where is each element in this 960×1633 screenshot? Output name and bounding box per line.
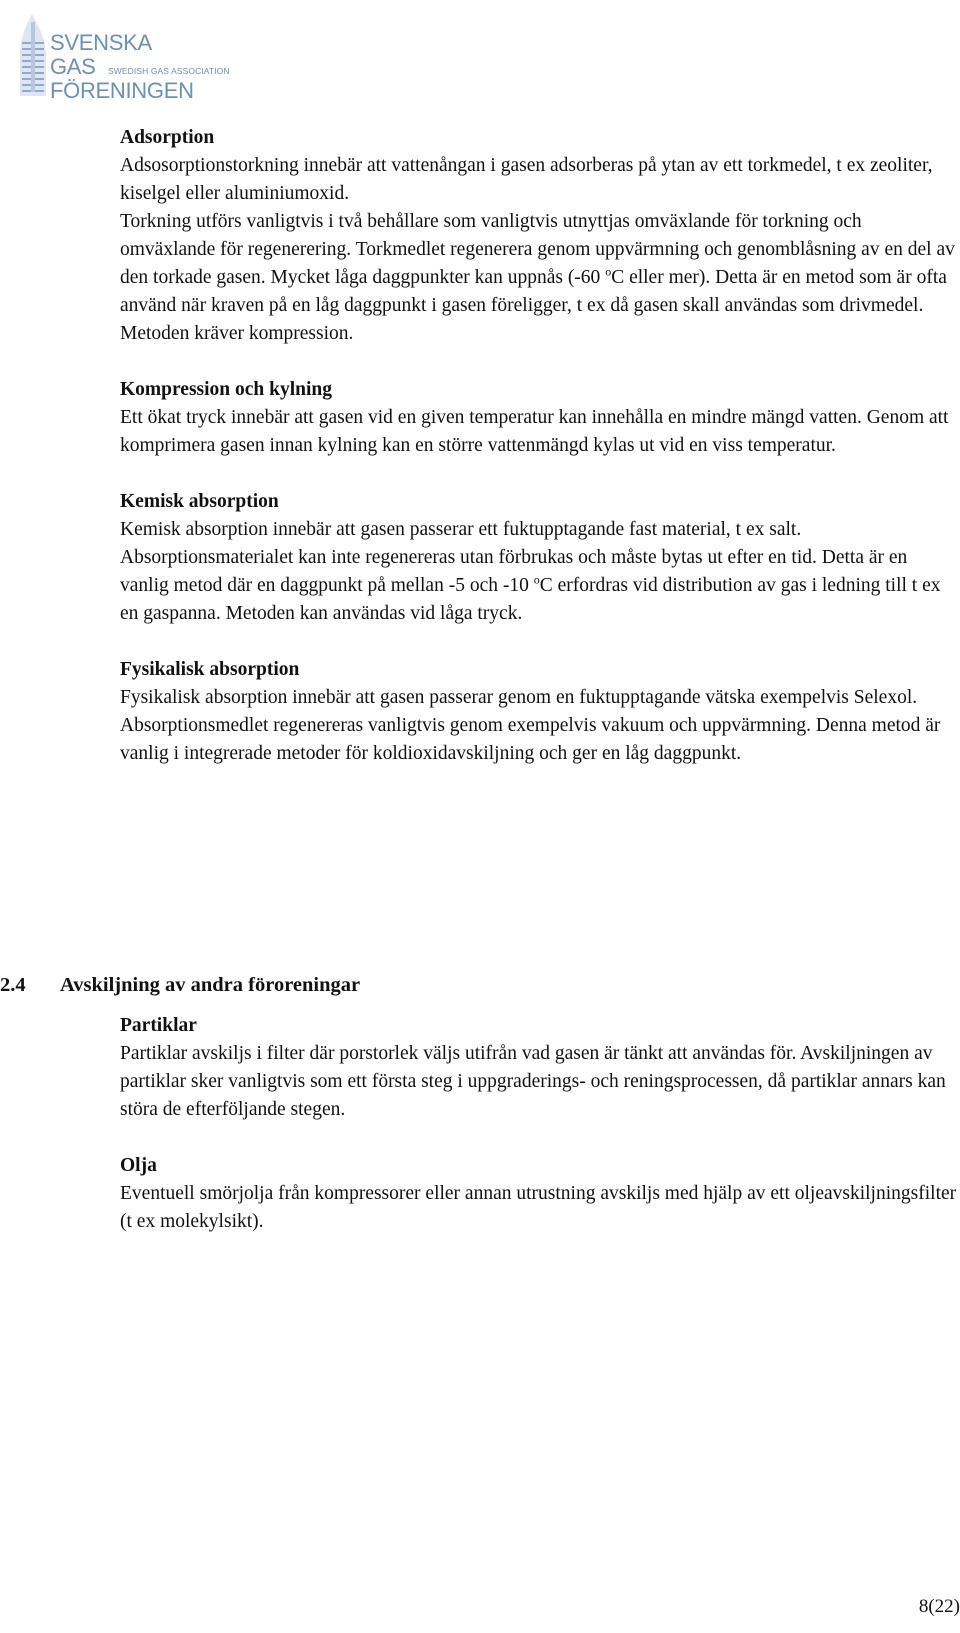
section-body (120, 516, 960, 628)
section-body: Ett ökat tryck innebär att gasen vid en given temperatur kan innehålla en mindre mängd vatten. Genom att komprimera gasen innan kylning kan en större vattenmängd kylas ut vid en viss temperatur. (120, 407, 949, 456)
section-adsorption (120, 124, 960, 348)
logo-line-gas: GAS (50, 54, 96, 79)
body-text-after: C erfordras vid distribution av gas i ledning till t ex en gaspanna. Metoden kan användas vid låga tryck. (120, 575, 941, 624)
chapter-title: Avskiljning av andra föroreningar (60, 974, 361, 996)
logo-subtitle: SWEDISH GAS ASSOCIATION (108, 66, 230, 76)
section-kompression (120, 376, 960, 460)
body-text: Kemisk absorption innebär att gasen passerar ett fuktupptagande fast material, t ex salt. Absorptionsmaterialet kan inte regenereras utan förbrukas och måste bytas ut efter en tid. Detta är en vanlig metod där en daggpunkt på mellan -5 och -10 (120, 519, 908, 596)
main-content (120, 124, 960, 796)
section-heading: Kemisk absorption (120, 491, 279, 512)
gas-flame-building-icon (16, 12, 50, 98)
section-heading: Fysikalisk absorption (120, 659, 300, 680)
section-heading: Olja (120, 1155, 157, 1176)
section-heading: Adsorption (120, 127, 215, 148)
section-body: Fysikalisk absorption innebär att gasen passerar genom en fuktupptagande vätska exempelvis Selexol. Absorptionsmedlet regenereras vanligtvis genom exempelvis vakuum och uppvärmning. Denna metod är vanlig i integrerade metoder för koldioxidavskiljning och ger en låg daggpunkt. (120, 687, 941, 764)
page-number: 8(22) (918, 1596, 960, 1617)
section-body: Eventuell smörjolja från kompressorer eller annan utrustning avskiljs med hjälp av ett oljeavskiljningsfilter (t ex molekylsikt). (120, 1183, 957, 1232)
degree-sup: o (605, 264, 612, 279)
section-kemisk-absorption (120, 488, 960, 628)
logo-line-svenska: SVENSKA (50, 30, 152, 55)
section-body: Partiklar avskiljs i filter där porstorlek väljs utifrån vad gasen är tänkt att användas för. Avskiljningen av partiklar sker vanligtvis som ett första steg i uppgraderings- och reningsprocessen, då partiklar annars kan störa de efterföljande stegen. (120, 1043, 946, 1120)
section-heading: Partiklar (120, 1015, 197, 1036)
section-body (120, 152, 960, 348)
section-olja (120, 1152, 960, 1236)
logo-line-foreningen: FÖRENINGEN (50, 78, 194, 103)
section-fysikalisk-absorption (120, 656, 960, 768)
section-partiklar (120, 1012, 960, 1124)
svenska-gasforeningen-logo (16, 12, 230, 103)
body-text-after: C eller mer). Detta är en metod som är ofta använd när kraven på en låg daggpunkt i gasen föreligger, t ex då gasen skall användas som drivmedel. Metoden kräver kompression. (120, 267, 947, 344)
body-text: Adsosorptionstorkning innebär att vattenångan i gasen adsorberas på ytan av ett torkmedel, t ex zeoliter, kiselgel eller aluminiumoxid. Torkning utförs vanligtvis i två behållare som vanligtvis utnyttjas omväxlande för torkning och omväxlande för regenerering. Torkmedlet regenerera genom uppvärmning och genomblåsning av en del av den torkade gasen. Mycket låga daggpunkter kan uppnås (-60 (120, 155, 955, 288)
section-heading: Kompression och kylning (120, 379, 333, 400)
chapter-content (120, 1012, 960, 1264)
degree-sup: o (533, 572, 540, 587)
chapter-number: 2.4 (0, 974, 26, 996)
